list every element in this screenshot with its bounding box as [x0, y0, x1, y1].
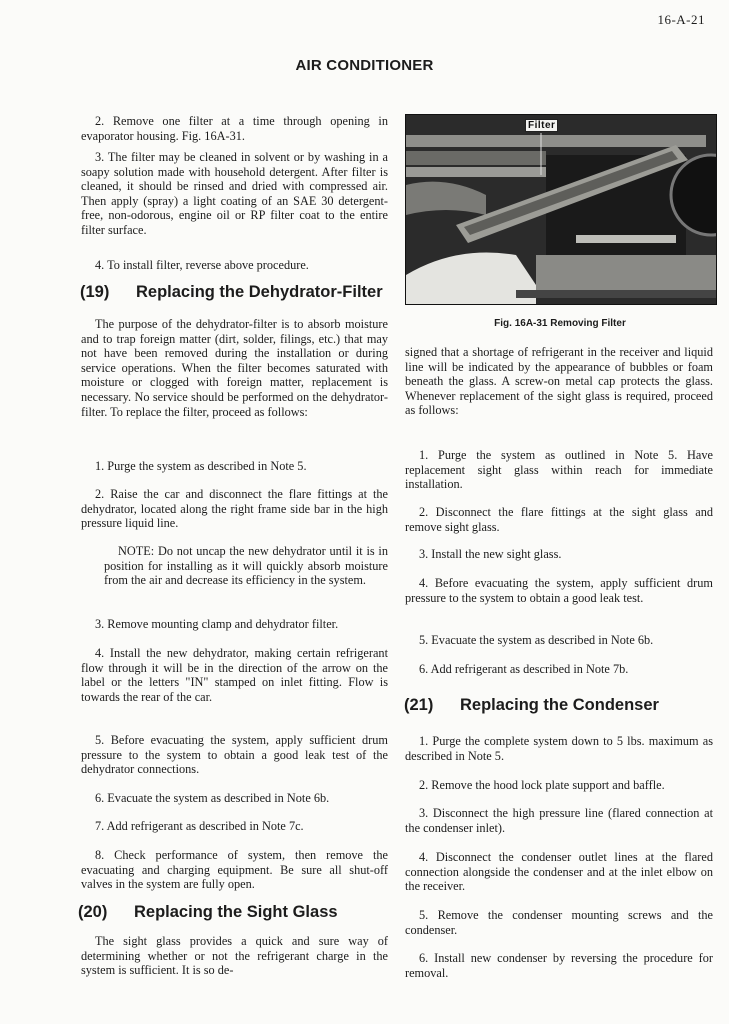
section-19-heading	[80, 283, 383, 302]
sight-glass-step-1: 1. Purge the system as outlined in Note 5. Have replacement sight glass within reach for immediate installation.	[405, 448, 713, 492]
section-19-title: Replacing the Dehydrator-Filter	[136, 283, 383, 301]
condenser-step-3: 3. Disconnect the high pressure line (flared connection at the condenser inlet).	[405, 806, 713, 835]
section-19-intro: The purpose of the dehydrator-filter is to absorb moisture and to trap foreign matter (dirt, solder, filings, etc.) that may not have been removed during the installation or during service operations. When the filter becomes saturated with moisture or clogged with foreign matter, replacement is necessary. No service should be performed on the dehydrator-filter. To replace the filter, proceed as follows:	[81, 317, 388, 419]
page-number: 16-A-21	[657, 12, 705, 27]
section-19-number: (19)	[80, 283, 110, 301]
sight-glass-step-2: 2. Disconnect the flare fittings at the sight glass and remove sight glass.	[405, 505, 713, 534]
sight-glass-step-3: 3. Install the new sight glass.	[419, 547, 562, 561]
dehydrator-note: NOTE: Do not uncap the new dehydrator until it is in position for installing as it will quickly absorb moisture from the air and decrease its efficiency in the system.	[104, 544, 388, 588]
figure-caption: Fig. 16A-31 Removing Filter	[494, 318, 626, 329]
condenser-step-5: 5. Remove the condenser mounting screws and the condenser.	[405, 908, 713, 937]
dehydrator-step-7: 7. Add refrigerant as described in Note 7c.	[95, 819, 304, 833]
sight-glass-step-6: 6. Add refrigerant as described in Note 7b.	[419, 662, 629, 676]
section-21-title: Replacing the Condenser	[460, 696, 659, 714]
filter-callout-label: Filter	[525, 119, 558, 132]
section-20-title: Replacing the Sight Glass	[134, 903, 338, 921]
condenser-step-4: 4. Disconnect the condenser outlet lines at the flared connection alongside the condenser and at the inlet elbow on the receiver.	[405, 850, 713, 894]
sight-glass-step-5: 5. Evacuate the system as described in Note 6b.	[419, 633, 654, 647]
section-21-number: (21)	[404, 696, 434, 714]
dehydrator-step-2: 2. Raise the car and disconnect the flare fittings at the dehydrator, located along the right frame side bar in the high pressure liquid line.	[81, 487, 388, 531]
section-20-intro-end: signed that a shortage of refrigerant in the receiver and liquid line will be indicated by the appearance of bubbles or foam beneath the glass. A screw-on metal cap protects the glass. Whenever replacement of the sight glass is required, proceed as follows:	[405, 345, 713, 418]
section-20-heading	[78, 903, 338, 922]
condenser-step-1: 1. Purge the complete system down to 5 lbs. maximum as described in Note 5.	[405, 734, 713, 763]
figure-removing-filter-photo	[405, 114, 717, 305]
page-title: AIR CONDITIONER	[295, 57, 434, 74]
filter-photo-illustration	[406, 115, 716, 304]
condenser-step-2: 2. Remove the hood lock plate support and baffle.	[419, 778, 665, 792]
dehydrator-step-1: 1. Purge the system as described in Note 5.	[95, 459, 307, 473]
condenser-step-6: 6. Install new condenser by reversing the procedure for removal.	[405, 951, 713, 980]
dehydrator-step-5: 5. Before evacuating the system, apply sufficient drum pressure to the system to obtain a good leak test of the dehydrator connections.	[81, 733, 388, 777]
section-20-number: (20)	[78, 903, 108, 921]
dehydrator-step-4: 4. Install the new dehydrator, making certain refrigerant flow through it will be in the direction of the arrow on the label or the letters "IN" stamped on inlet fitting. Flow is towards the rear of the car.	[81, 646, 388, 704]
filter-step-2: 2. Remove one filter at a time through opening in evaporator housing. Fig. 16A-31.	[81, 114, 388, 143]
dehydrator-step-6: 6. Evacuate the system as described in Note 6b.	[95, 791, 330, 805]
filter-step-4: 4. To install filter, reverse above procedure.	[95, 258, 309, 272]
section-21-heading	[404, 696, 659, 715]
dehydrator-step-8: 8. Check performance of system, then remove the evacuating and charging equipment. Be sure all shut-off valves in the system are fully open.	[81, 848, 388, 892]
sight-glass-step-4: 4. Before evacuating the system, apply sufficient drum pressure to the system to obtain a good leak test.	[405, 576, 713, 605]
section-20-intro-start: The sight glass provides a quick and sure way of determining whether or not the refrigerant charge in the system is sufficient. It is so de-	[81, 934, 388, 978]
filter-step-3: 3. The filter may be cleaned in solvent or by washing in a soapy solution made with household detergent. After filter is cleaned, it should be rinsed and dried with compressed air. Then apply (spray) a light coating of an SAE 30 detergent-free, non-odorous, engine oil or RP filter coat to the entire filter surface.	[81, 150, 388, 237]
dehydrator-step-3: 3. Remove mounting clamp and dehydrator filter.	[95, 617, 339, 631]
